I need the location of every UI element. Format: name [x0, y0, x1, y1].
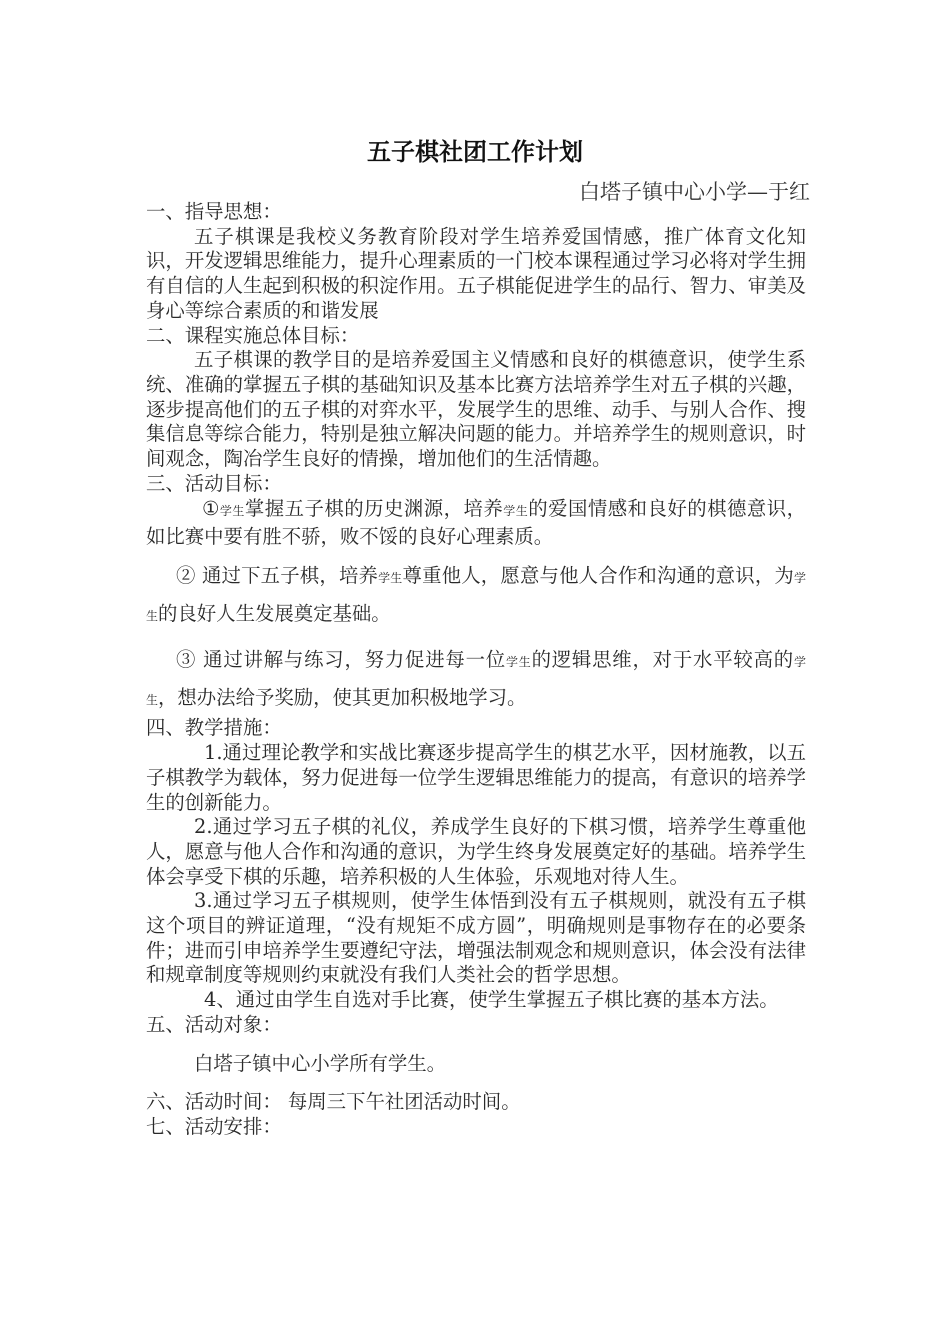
goal-marker: ②	[176, 564, 196, 588]
small-word: 学生	[219, 504, 245, 519]
goal-text: 的逻辑思维，对于水平较高的	[531, 648, 794, 672]
small-word: 学生	[146, 571, 807, 624]
goal-item-2	[146, 558, 806, 634]
section-paragraph-1: 五子棋课是我校义务教育阶段对学生培养爱国情感，推广体育文化知识，开发逻辑思维能力，提升心理素质的一门校本课程通过学习必将对学生拥有自信的人生起到积极的积淀作用。五子棋能促进学生的品行、智力、审美及身心等综合素质的和谐发展	[146, 224, 806, 322]
section-text-6: 每周三下午社团活动时间。	[287, 1090, 521, 1114]
section-heading-3: 三、活动目标：	[146, 471, 282, 495]
small-word: 学生	[503, 504, 529, 519]
measure-item-2: 2.通过学习五子棋的礼仪，养成学生良好的下棋习惯，培养学生尊重他人，愿意与他人合作和沟通的意识，为学生终身发展奠定好的基础。培养学生体会享受下棋的乐趣，培养积极的人生体验，乐观地对待人生。	[146, 815, 806, 888]
section-heading-1: 一、指导思想：	[146, 200, 282, 223]
section-heading-5: 五、活动对象：	[146, 1012, 282, 1036]
goal-text: 通过下五子棋，培养	[201, 564, 379, 588]
goal-text: ，想办法给予奖励，使其更加积极地学习。	[158, 686, 527, 710]
section-heading-6	[146, 1090, 806, 1115]
measure-item-1: 1.通过理论教学和实战比赛逐步提高学生的棋艺水平，因材施教，以五子棋教学为载体，努力促进每一位学生逻辑思维能力的提高，有意识的培养学生的创新能力。	[146, 741, 806, 814]
small-word: 学生	[505, 655, 532, 670]
goal-marker: ③	[176, 648, 197, 672]
measure-item-4: 4、通过由学生自选对手比赛，使学生掌握五子棋比赛的基本方法。	[204, 988, 779, 1012]
section-paragraph-2: 五子棋课的教学目的是培养爱国主义情感和良好的棋德意识，使学生系统、准确的掌握五子棋的基础知识及基本比赛方法培养学生对五子棋的兴趣，逐步提高他们的五子棋的对弈水平，发展学生的思维、动手、与别人合作、搜集信息等综合能力，特别是独立解决问题的能力。并培养学生的规则意识，时间观念，陶冶学生良好的情操，增加他们的生活情趣。	[146, 348, 806, 471]
measure-item-3: 3.通过学习五子棋规则，使学生体悟到没有五子棋规则，就没有五子棋这个项目的辨证道理，“没有规矩不成方圆”，明确规则是事物存在的必要条件；进而引申培养学生要遵纪守法，增强法制观念和规则意识，体会没有法律和规章制度等规则约束就没有我们人类社会的哲学思想。	[146, 889, 806, 987]
goal-text: 的良好人生发展奠定基础。	[158, 602, 391, 626]
section-text-5: 白塔子镇中心小学所有学生。	[194, 1051, 447, 1075]
goal-text: 尊重他人，愿意与他人合作和沟通的意识，为	[402, 564, 794, 588]
goal-text: 掌握五子棋的历史渊源，培养	[244, 497, 504, 521]
goal-text: 通过讲解与练习，努力促进每一位	[203, 648, 506, 672]
goal-item-3	[146, 642, 806, 718]
goal-marker: ①	[202, 497, 220, 521]
small-word: 学生	[146, 655, 807, 708]
document-author: 白塔子镇中心小学—于红	[579, 180, 810, 204]
document-title: 五子棋社团工作计划	[367, 138, 583, 166]
small-word: 学生	[378, 571, 403, 586]
goal-item-1	[146, 496, 806, 550]
section-heading-7: 七、活动安排：	[146, 1114, 282, 1138]
goal-text: 的爱国情感和良好的棋德意识，如比赛中要有胜不骄，败不馁的良好心理素质。	[146, 497, 807, 549]
section-heading-2: 二、课程实施总体目标：	[146, 323, 360, 347]
document-body	[146, 200, 806, 1140]
heading-label: 六、活动时间：	[146, 1090, 282, 1114]
section-heading-4: 四、教学措施：	[146, 716, 282, 740]
